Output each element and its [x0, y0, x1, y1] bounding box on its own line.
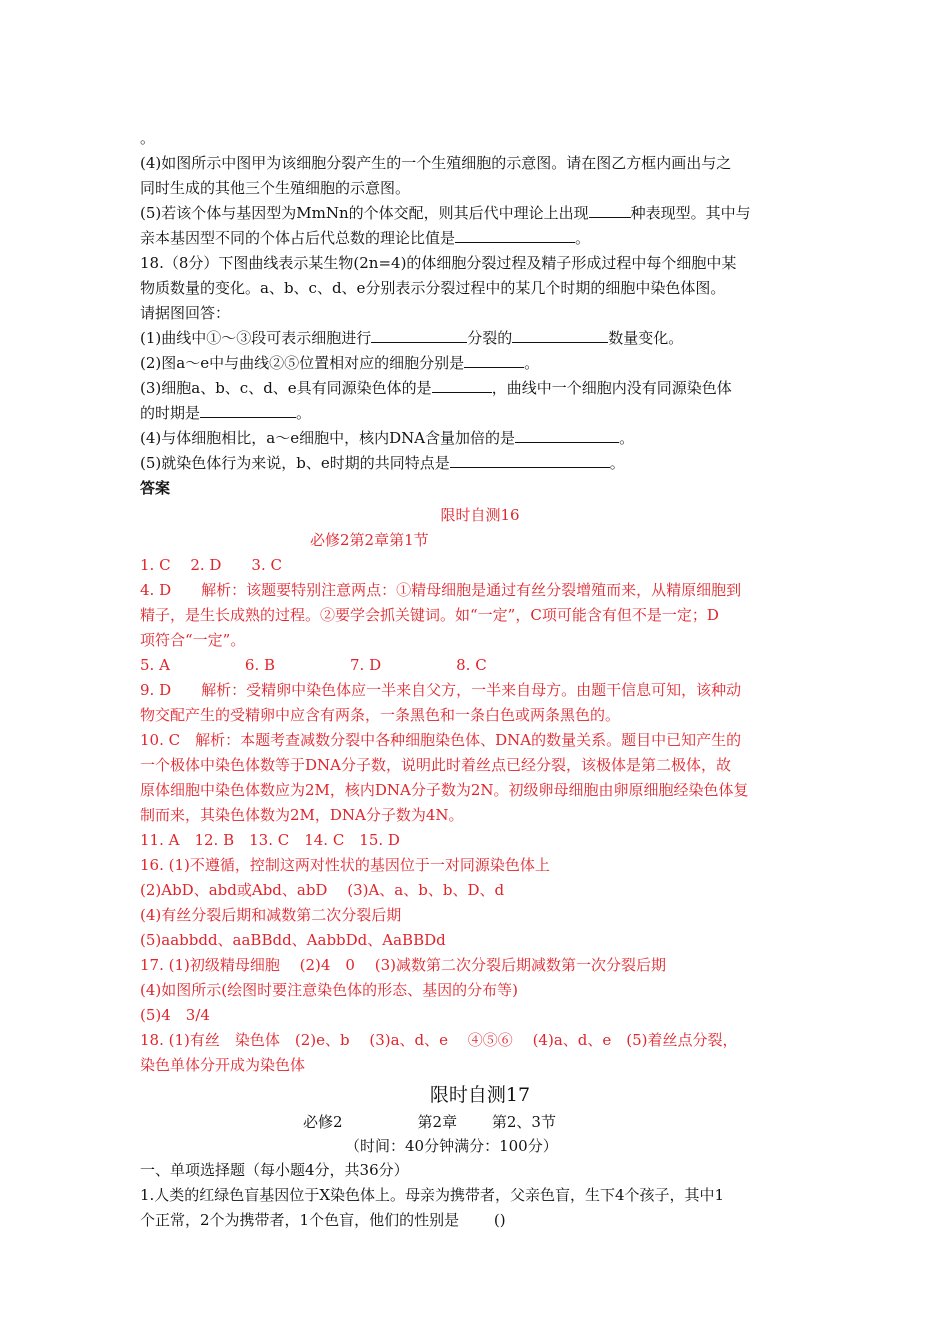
text-line: 。	[140, 129, 156, 147]
text-line: 物质数量的变化。a、b、c、d、e分别表示分裂过程中的某几个时期的细胞中染色体图。	[140, 279, 726, 297]
answers-heading: 答案	[140, 479, 171, 497]
answer-blank	[589, 203, 631, 218]
answer-line: 18. (1)有丝 染色体 (2)e、b (3)a、d、e ④⑤⑥ (4)a、d、e (5)着丝点分裂，	[140, 1031, 738, 1049]
text-line: (2)图a～e中与曲线②⑤位置相对应的细胞分别是 。	[140, 354, 540, 372]
answer-blank	[515, 428, 619, 443]
answer-subtitle: 必修2第2章第1节	[310, 531, 429, 549]
question-line: 1.人类的红绿色盲基因位于X染色体上。母亲为携带者，父亲色盲，生下4个孩子，其中1	[140, 1186, 725, 1204]
answer-blank	[371, 328, 467, 343]
next-test-subtitle: 必修2 第2章 第2、3节	[303, 1113, 556, 1131]
question-line: 个正常，2个为携带者，1个色盲，他们的性别是 ()	[140, 1211, 506, 1229]
section-heading: 一、单项选择题（每小题4分，共36分）	[140, 1161, 409, 1179]
answer-title: 限时自测16	[440, 506, 520, 524]
answer-line: 9. D 解析：受精卵中染色体应一半来自父方，一半来自母方。由题干信息可知，该种动	[140, 681, 742, 699]
text-line: 同时生成的其他三个生殖细胞的示意图。	[140, 179, 411, 197]
text-line: (5)若该个体与基因型为MmNn的个体交配，则其后代中理论上出现 种表现型。其中与	[140, 204, 751, 222]
answer-line: 制而来，其染色体数为2M，DNA分子数为4N。	[140, 806, 464, 824]
text-line: (5)就染色体行为来说，b、e时期的共同特点是 。	[140, 454, 625, 472]
answer-line: (2)AbD、abd或Abd、abD (3)A、a、b、b、D、d	[140, 881, 505, 899]
answer-line: (5)aabbdd、aaBBdd、AabbDd、AaBBDd	[140, 931, 446, 949]
answer-line: 10. C 解析：本题考查减数分裂中各种细胞染色体、DNA的数量关系。题目中已知产生的	[140, 731, 742, 749]
answer-line: 5. A 6. B 7. D 8. C	[140, 656, 487, 674]
text-line: (1)曲线中①～③段可表示细胞进行 分裂的 数量变化。	[140, 329, 684, 347]
answer-line: 项符合“一定”。	[140, 631, 246, 649]
answer-line: (4)如图所示(绘图时要注意染色体的形态、基因的分布等)	[140, 981, 518, 999]
next-test-time: （时间：40分钟满分：100分）	[345, 1137, 558, 1155]
answer-line: 4. D 解析：该题要特别注意两点：①精母细胞是通过有丝分裂增殖而来，从精原细胞到	[140, 581, 742, 599]
answer-line: (4)有丝分裂后期和减数第二次分裂后期	[140, 906, 402, 924]
answer-line: 染色单体分开成为染色体	[140, 1056, 306, 1074]
next-test-title: 限时自测17	[429, 1084, 531, 1106]
answer-line: 16. (1)不遵循，控制这两对性状的基因位于一对同源染色体上	[140, 856, 550, 874]
document-page	[140, 126, 820, 1233]
answer-blank	[432, 378, 492, 393]
answer-line: 17. (1)初级精母细胞 (2)4 0 (3)减数第二次分裂后期减数第一次分裂后期	[140, 956, 666, 974]
text-line: 亲本基因型不同的个体占后代总数的理论比值是 。	[140, 229, 591, 247]
answer-line: 一个极体中染色体数等于DNA分子数，说明此时着丝点已经分裂，该极体是第二极体，故	[140, 756, 731, 774]
answer-line: 1. C 2. D 3. C	[140, 556, 282, 574]
answer-blank	[455, 228, 575, 243]
answer-blank	[512, 328, 608, 343]
answer-line: 物交配产生的受精卵中应含有两条，一条黑色和一条白色或两条黑色的。	[140, 706, 621, 724]
answer-blank	[464, 353, 524, 368]
text-line: 的时期是 。	[140, 404, 312, 422]
text-line: (3)细胞a、b、c、d、e具有同源染色体的是 ，曲线中一个细胞内没有同源染色体	[140, 379, 732, 397]
answer-blank	[450, 453, 610, 468]
text-line: 请据图回答：	[140, 304, 231, 322]
text-line: 18.（8分）下图曲线表示某生物(2n=4)的体细胞分裂过程及精子形成过程中每个细胞中某	[140, 254, 737, 272]
answer-blank	[200, 403, 296, 418]
text-line: (4)与体细胞相比，a～e细胞中，核内DNA含量加倍的是 。	[140, 429, 635, 447]
text-line: (4)如图所示中图甲为该细胞分裂产生的一个生殖细胞的示意图。请在图乙方框内画出与之	[140, 154, 732, 172]
answer-line: (5)4 3/4	[140, 1006, 210, 1024]
answer-line: 11. A 12. B 13. C 14. C 15. D	[140, 831, 400, 849]
answer-line: 原体细胞中染色体数应为2M，核内DNA分子数为2N。初级卵母细胞由卵原细胞经染色体复	[140, 781, 749, 799]
answer-line: 精子，是生长成熟的过程。②要学会抓关键词。如“一定”，C项可能含有但不是一定；D	[140, 606, 719, 624]
